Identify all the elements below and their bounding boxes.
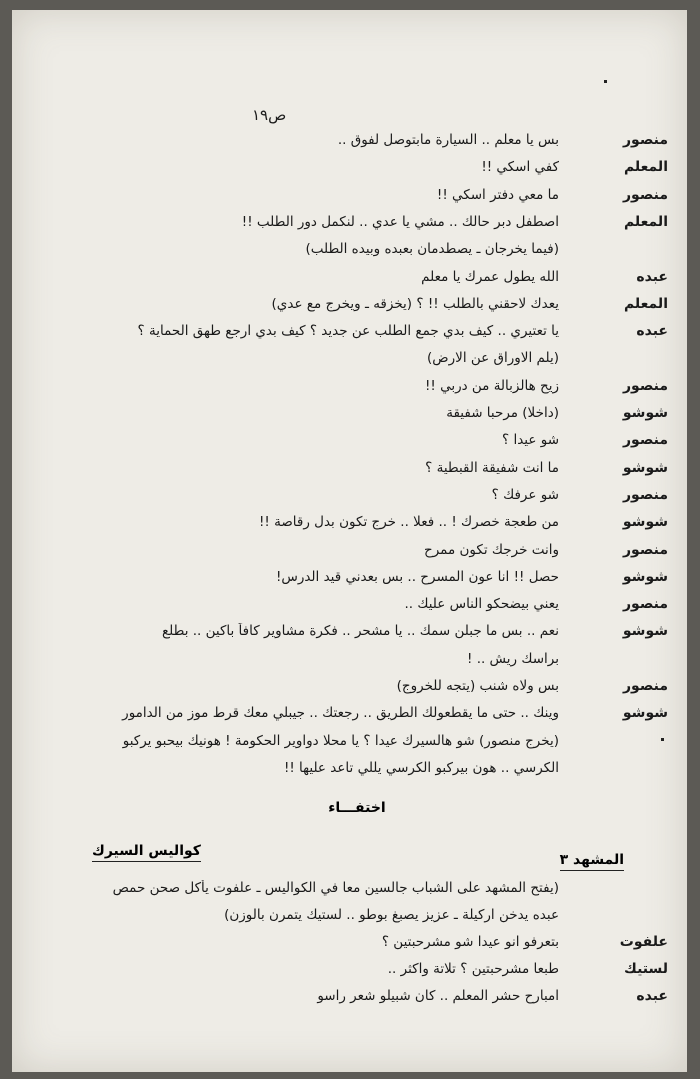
speaker-name: منصور: [622, 596, 668, 613]
dialogue-line: [12, 934, 687, 960]
line-text: (يلم الاوراق عن الارض): [427, 350, 559, 367]
line-text: امبارح حشر المعلم .. كان شبيلو شعر راسو: [317, 988, 559, 1004]
dialogue-line: [12, 651, 687, 677]
line-text: بتعرفو انو عيدا شو مشرحبتين ؟: [381, 934, 559, 950]
speaker-name: شوشو: [622, 705, 668, 722]
speaker-name: لستيك: [624, 961, 668, 977]
speaker-name: المعلم: [623, 295, 668, 312]
speaker-name: منصور: [622, 486, 668, 503]
dialogue-line: [12, 405, 687, 431]
line-text: الله يطول عمرك يا معلم: [421, 268, 559, 285]
line-text: نعم .. بس ما جبلن سمك .. يا مشحر .. فكرة مشاوير كافاً باكين .. بطلع: [161, 623, 559, 640]
speaker-name: منصور: [622, 678, 668, 694]
dialogue-line: [12, 487, 687, 513]
dialogue-line: [12, 596, 687, 622]
dialogue-line: [12, 542, 687, 568]
line-text: وانت خرجك تكون ممرح: [424, 541, 559, 558]
ink-speck: [604, 80, 607, 83]
page-number: ص١٩: [252, 106, 287, 124]
line-text: ما انت شفيقة القبطية ؟: [425, 459, 559, 476]
line-text: شو عرفك ؟: [491, 486, 559, 503]
line-text: براسك ريش .. !: [466, 650, 559, 667]
dialogue-line: [12, 880, 687, 906]
speaker-name: منصور: [622, 132, 668, 148]
line-text: يعني بيضحكو الناس عليك ..: [404, 596, 559, 613]
speaker-name: عبده: [636, 268, 668, 285]
line-text: طبعا مشرحبتين ؟ تلاتة واكثر ..: [387, 961, 559, 977]
line-text: (يخرج منصور) شو هالسيرك عيدا ؟ يا محلا دواوير الحكومة ! هونيك بيحبو يركبو: [122, 732, 559, 749]
line-text: (داخلا) مرحبا شفيقة: [446, 405, 559, 421]
dialogue-line: [12, 514, 687, 540]
speaker-name: شوشو: [622, 568, 668, 585]
line-text: الكرسي .. هون بيركبو الكرسي يللي تاعد عليها !!: [283, 759, 559, 776]
dialogue-line: [12, 350, 687, 376]
scene-number: المشهد ٣: [560, 852, 624, 871]
dialogue-line: [12, 378, 687, 404]
ink-speck: [661, 738, 664, 741]
line-text: عبده يدخن اركيلة ـ عزيز يصبغ بوطو .. لستيك يتمرن بالوزن): [224, 907, 559, 923]
line-text: من طعجة خصرك ! .. فعلا .. خرج تكون بدل رقاصة !!: [258, 514, 559, 531]
line-text: يعدك لاحقني بالطلب !! ؟ (يخزقه ـ ويخرج مع عدي): [271, 295, 559, 312]
dialogue-line: [12, 623, 687, 649]
dialogue-line: [12, 907, 687, 933]
line-text: يا تعتيري .. كيف بدي جمع الطلب عن جديد ؟ كيف بدي ارجع طهق الحماية ؟: [137, 323, 559, 340]
dialogue-line: [12, 214, 687, 240]
dialogue-line: [12, 460, 687, 486]
speaker-name: منصور: [622, 432, 668, 449]
dialogue-line: [12, 323, 687, 349]
dialogue-line: [12, 760, 687, 786]
line-text: بس ولاه شنب (يتجه للخروج): [396, 678, 559, 694]
line-text: (يفتح المشهد على الشباب جالسين معا في الكواليس ـ علفوت يأكل صحن حمص: [112, 880, 559, 896]
dialogue-line: [12, 187, 687, 213]
speaker-name: منصور: [622, 377, 668, 394]
speaker-name: علفوت: [619, 934, 668, 950]
line-text: ما معي دفتر اسكي !!: [436, 186, 559, 203]
line-text: (فيما يخرجان ـ يصطدمان بعبده وبيده الطلب): [305, 241, 559, 258]
line-text: اصطفل دبر حالك .. مشي يا عدي .. لنكمل دور الطلب !!: [241, 213, 559, 230]
line-text: زيح هالزبالة من دربي !!: [424, 377, 559, 394]
speaker-name: منصور: [622, 186, 668, 203]
curtain-text: اختفـــاء: [328, 800, 386, 816]
dialogue-line: [12, 569, 687, 595]
speaker-name: المعلم: [623, 213, 668, 230]
dialogue-line: [12, 269, 687, 295]
dialogue-line: [12, 988, 687, 1014]
speaker-name: شوشو: [622, 405, 668, 421]
line-text: شو عيدا ؟: [502, 432, 559, 449]
line-text: بس يا معلم .. السيارة مابتوصل لفوق ..: [337, 132, 559, 148]
scene-title: كواليس السيرك: [92, 843, 201, 862]
dialogue-line: [12, 241, 687, 267]
dialogue-line: [12, 733, 687, 759]
dialogue-line: [12, 296, 687, 322]
curtain-line: [242, 800, 472, 816]
dialogue-line: [12, 132, 687, 158]
line-text: كفي اسكي !!: [481, 159, 559, 176]
speaker-name: عبده: [636, 323, 668, 340]
line-text: حصل !! انا عون المسرح .. بس بعدني قيد الدرس!: [275, 568, 559, 585]
speaker-name: شوشو: [622, 459, 668, 476]
document-page: [12, 10, 687, 1072]
speaker-name: شوشو: [622, 623, 668, 640]
dialogue-line: [12, 705, 687, 731]
speaker-name: منصور: [622, 541, 668, 558]
line-text: وينك .. حتى ما يقطعولك الطريق .. رجعتك .. جيبلي معك قرط موز من الدامور: [122, 705, 559, 722]
dialogue-line: [12, 678, 687, 704]
speaker-name: عبده: [636, 988, 668, 1004]
dialogue-line: [12, 432, 687, 458]
speaker-name: المعلم: [623, 159, 668, 176]
speaker-name: شوشو: [622, 514, 668, 531]
dialogue-line: [12, 159, 687, 185]
dialogue-line: [12, 961, 687, 987]
